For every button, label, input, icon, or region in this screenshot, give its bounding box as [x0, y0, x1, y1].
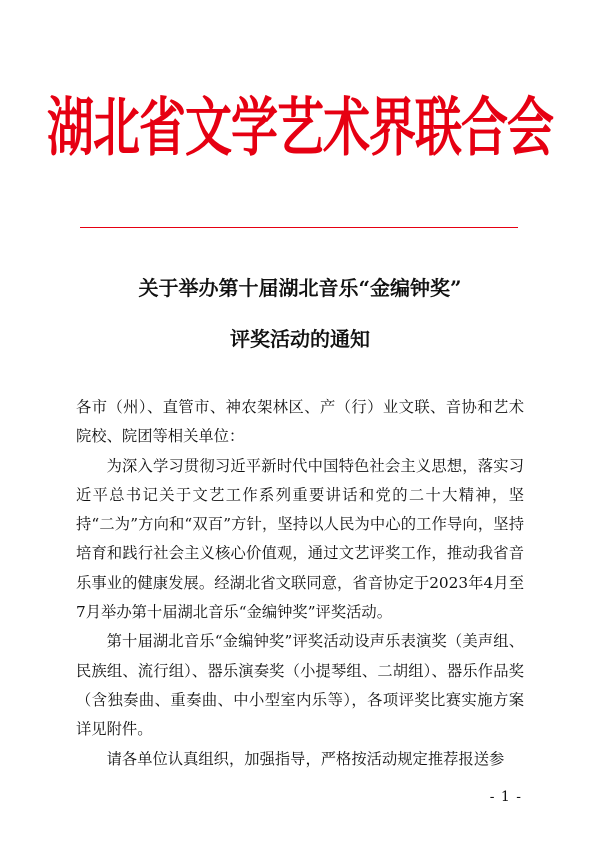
page-number: - 1 -: [489, 789, 522, 805]
notice-title-line-2: 评奖活动的通知: [230, 327, 370, 351]
notice-title-line-1: 关于举办第十届湖北音乐“金编钟奖”: [138, 276, 462, 300]
masthead-red-rule: [80, 227, 518, 228]
body-paragraph-2: 第十届湖北音乐“金编钟奖”评奖活动设声乐表演奖（美声组、民族组、流行组）、器乐演奏奖（小提琴组、二胡组）、器乐作品奖（含独奏曲、重奏曲、中小型室内乐等），各项评奖比赛实施方案详见附件。: [76, 632, 524, 739]
masthead-org-name: 湖北省文学艺术界联合会: [47, 91, 553, 166]
body-paragraph-3: 请各单位认真组织，加强指导，严格按活动规定推荐报送参: [106, 749, 505, 768]
salutation: 各市（州）、直管市、神农架林区、产（行）业文联、音协和艺术院校、院团等相关单位：: [76, 398, 524, 446]
notice-body: [76, 393, 524, 774]
body-paragraph-1: 为深入学习贯彻习近平新时代中国特色社会主义思想，落实习近平总书记关于文艺工作系列重要讲话和党的二十大精神，坚持“二为”方向和“双百”方针，坚持以人民为中心的工作导向，坚持培育和践行社会主义核心价值观，通过文艺评奖工作，推动我省音乐事业的健康发展。经湖北省文联同意，省音协定于2023年4月至7月举办第十届湖北音乐“金编钟奖”评奖活动。: [76, 456, 524, 622]
